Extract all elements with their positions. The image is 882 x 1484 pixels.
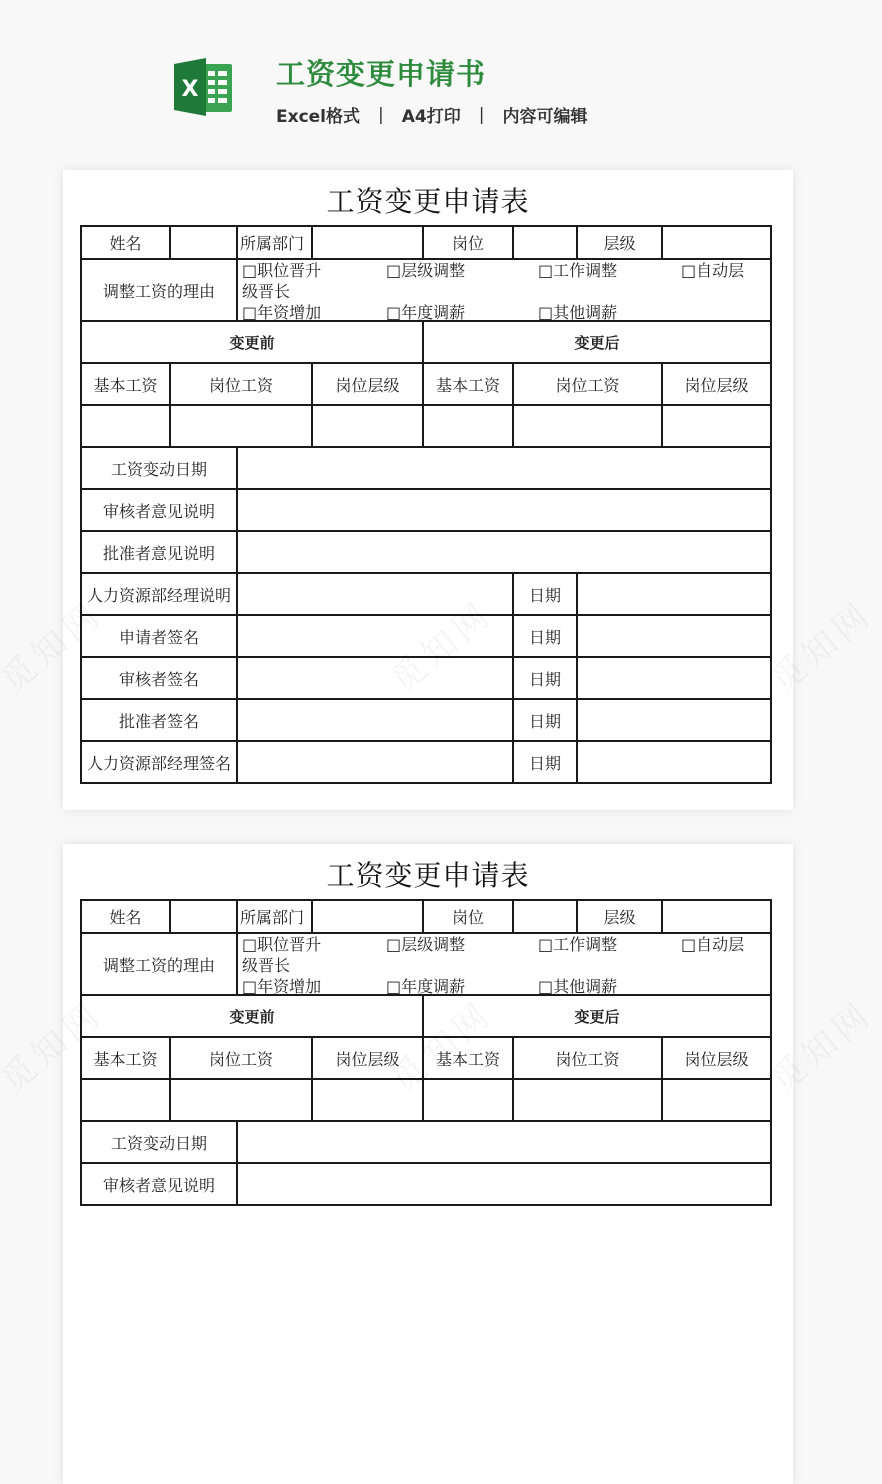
col-base-salary-after: 基本工资 xyxy=(423,363,513,405)
position-salary-before-field[interactable] xyxy=(170,1079,312,1121)
approver-opinion-field[interactable] xyxy=(237,531,771,573)
before-change-header: 变更前 xyxy=(81,995,423,1037)
salary-change-form xyxy=(80,899,772,1206)
date-label: 日期 xyxy=(513,657,577,699)
after-change-header: 变更后 xyxy=(423,321,771,363)
form-title: 工资变更申请表 xyxy=(326,185,530,218)
base-salary-after-field[interactable] xyxy=(423,405,513,447)
reason-checkbox-seniority[interactable]: □年资增加 xyxy=(242,303,322,322)
reason-options xyxy=(237,933,771,995)
col-base-salary-after: 基本工资 xyxy=(423,1037,513,1079)
department-label: 所属部门 xyxy=(237,226,312,259)
reason-checkbox-other[interactable]: □其他调薪 xyxy=(538,303,618,322)
reason-label: 调整工资的理由 xyxy=(81,259,237,321)
col-position-level-before: 岗位层级 xyxy=(312,1037,423,1079)
position-level-after-field[interactable] xyxy=(662,405,771,447)
reviewer-opinion-label: 审核者意见说明 xyxy=(81,489,237,531)
hr-manager-note-date-field[interactable] xyxy=(577,573,771,615)
col-position-level-before: 岗位层级 xyxy=(312,363,423,405)
change-date-field[interactable] xyxy=(237,447,771,489)
position-label: 岗位 xyxy=(423,900,513,933)
name-label: 姓名 xyxy=(81,226,170,259)
col-position-level-after: 岗位层级 xyxy=(662,363,771,405)
position-field[interactable] xyxy=(513,900,577,933)
applicant-signature-field[interactable] xyxy=(237,615,513,657)
name-field[interactable] xyxy=(170,900,237,933)
reason-checkbox-level-adjust[interactable]: □层级调整 xyxy=(386,935,466,954)
date-label: 日期 xyxy=(513,741,577,783)
name-label: 姓名 xyxy=(81,900,170,933)
reason-checkbox-other[interactable]: □其他调薪 xyxy=(538,977,618,996)
col-base-salary-before: 基本工资 xyxy=(81,363,170,405)
position-field[interactable] xyxy=(513,226,577,259)
reviewer-opinion-field[interactable] xyxy=(237,1163,771,1205)
reviewer-date-field[interactable] xyxy=(577,657,771,699)
meta-format: Excel格式 xyxy=(276,107,361,127)
form-title: 工资变更申请表 xyxy=(326,859,530,892)
hr-manager-signature-label: 人力资源部经理签名 xyxy=(81,741,237,783)
base-salary-after-field[interactable] xyxy=(423,1079,513,1121)
reason-options xyxy=(237,259,771,321)
date-label: 日期 xyxy=(513,615,577,657)
meta-separator: | xyxy=(378,104,384,125)
col-position-salary-before: 岗位工资 xyxy=(170,1037,312,1079)
change-date-field[interactable] xyxy=(237,1121,771,1163)
department-field[interactable] xyxy=(312,226,423,259)
level-field[interactable] xyxy=(662,900,771,933)
reviewer-opinion-field[interactable] xyxy=(237,489,771,531)
position-salary-before-field[interactable] xyxy=(170,405,312,447)
before-change-header: 变更前 xyxy=(81,321,423,363)
position-salary-after-field[interactable] xyxy=(513,405,662,447)
applicant-signature-label: 申请者签名 xyxy=(81,615,237,657)
col-position-salary-after: 岗位工资 xyxy=(513,1037,662,1079)
department-field[interactable] xyxy=(312,900,423,933)
approver-date-field[interactable] xyxy=(577,699,771,741)
reason-checkbox-promotion[interactable]: □职位晋升 xyxy=(242,935,322,954)
level-label: 层级 xyxy=(577,900,662,933)
svg-text:X: X xyxy=(181,77,199,102)
reason-checkbox-auto-level[interactable]: □自动层 xyxy=(681,935,745,954)
meta-separator: | xyxy=(478,104,485,125)
name-field[interactable] xyxy=(170,226,237,259)
approver-signature-field[interactable] xyxy=(237,699,513,741)
applicant-date-field[interactable] xyxy=(577,615,771,657)
form-sheet xyxy=(63,170,793,810)
reason-checkbox-seniority[interactable]: □年资增加 xyxy=(242,977,322,996)
col-position-salary-after: 岗位工资 xyxy=(513,363,662,405)
hr-manager-date-field[interactable] xyxy=(577,741,771,783)
position-salary-after-field[interactable] xyxy=(513,1079,662,1121)
reviewer-signature-label: 审核者签名 xyxy=(81,657,237,699)
reason-checkbox-annual-raise[interactable]: □年度调薪 xyxy=(386,977,466,996)
reason-checkbox-job-adjust[interactable]: □工作调整 xyxy=(538,261,618,280)
date-label: 日期 xyxy=(513,699,577,741)
reason-checkbox-job-adjust[interactable]: □工作调整 xyxy=(538,935,618,954)
position-level-before-field[interactable] xyxy=(312,405,423,447)
reviewer-signature-field[interactable] xyxy=(237,657,513,699)
level-label: 层级 xyxy=(577,226,662,259)
approver-opinion-label: 批准者意见说明 xyxy=(81,531,237,573)
change-date-label: 工资变动日期 xyxy=(81,1121,237,1163)
reason-checkbox-level-adjust[interactable]: □层级调整 xyxy=(386,261,466,280)
hr-manager-note-field[interactable] xyxy=(237,573,513,615)
after-change-header: 变更后 xyxy=(423,995,771,1037)
col-position-salary-before: 岗位工资 xyxy=(170,363,312,405)
col-base-salary-before: 基本工资 xyxy=(81,1037,170,1079)
meta-editable: 内容可编辑 xyxy=(502,107,588,127)
reviewer-opinion-label: 审核者意见说明 xyxy=(81,1163,237,1205)
document-title: 工资变更申请书 xyxy=(276,57,487,91)
col-position-level-after: 岗位层级 xyxy=(662,1037,771,1079)
date-label: 日期 xyxy=(513,573,577,615)
position-level-before-field[interactable] xyxy=(312,1079,423,1121)
reason-label: 调整工资的理由 xyxy=(81,933,237,995)
position-level-after-field[interactable] xyxy=(662,1079,771,1121)
sheet-preview-2 xyxy=(0,834,860,1195)
reason-checkbox-auto-level-cont: 级晋长 xyxy=(242,956,291,975)
hr-manager-signature-field[interactable] xyxy=(237,741,513,783)
level-field[interactable] xyxy=(662,226,771,259)
base-salary-before-field[interactable] xyxy=(81,1079,170,1121)
reason-checkbox-auto-level-cont: 级晋长 xyxy=(242,282,291,301)
hr-manager-note-label: 人力资源部经理说明 xyxy=(81,573,237,615)
meta-print: A4打印 xyxy=(401,107,461,127)
reason-checkbox-annual-raise[interactable]: □年度调薪 xyxy=(386,303,466,322)
change-date-label: 工资变动日期 xyxy=(81,447,237,489)
salary-change-form xyxy=(80,225,772,784)
approver-signature-label: 批准者签名 xyxy=(81,699,237,741)
position-label: 岗位 xyxy=(423,226,513,259)
reason-checkbox-promotion[interactable]: □职位晋升 xyxy=(242,261,322,280)
base-salary-before-field[interactable] xyxy=(81,405,170,447)
reason-checkbox-auto-level[interactable]: □自动层 xyxy=(681,261,745,280)
department-label: 所属部门 xyxy=(237,900,312,933)
form-sheet xyxy=(63,844,793,1484)
